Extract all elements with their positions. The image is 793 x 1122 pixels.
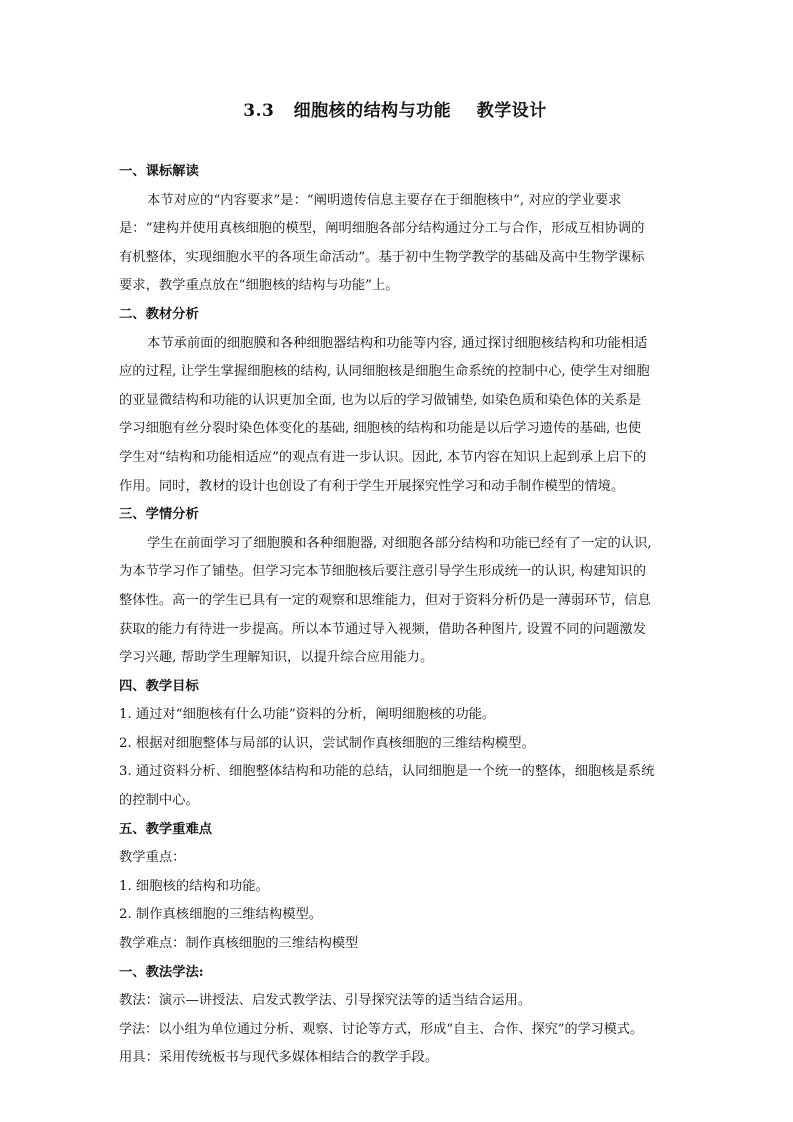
paragraph-line: 获取的能力有待进一步提高。所以本节通过导入视频，借助各种图片, 设置不同的问题激发	[119, 621, 647, 637]
paragraph-line: 学习细胞有丝分裂时染色体变化的基础, 细胞核的结构和功能是以后学习遗传的基础, 也使	[119, 421, 642, 437]
list-item: 2. 根据对细胞整体与局部的认识，尝试制作真核细胞的三维结构模型。	[119, 735, 535, 751]
document-body	[119, 158, 679, 1073]
paragraph-line: 有机整体，实现细胞水平的各项生命活动”。基于初中生物学教学的基础及高中生物学课标	[119, 249, 645, 265]
section-heading-key-points: 五、教学重难点	[119, 821, 213, 837]
section-heading-objectives: 四、教学目标	[119, 678, 199, 694]
paragraph-line: 为本节学习作了铺垫。但学习完本节细胞核后要注意引导学生形成统一的认识, 构建知识的	[119, 564, 647, 580]
paragraph-line: 用具：采用传统板书与现代多媒体相结合的教学手段。	[119, 1050, 439, 1066]
paragraph-line: 本节对应的“内容要求”是：“阐明遗传信息主要存在于细胞核中”, 对应的学业要求	[147, 192, 622, 208]
paragraph-line: 本节承前面的细胞膜和各种细胞器结构和功能等内容, 通过探讨细胞核结构和功能相适	[147, 335, 648, 351]
paragraph-line: 学法：以小组为单位通过分析、观察、讨论等方式，形成“自主、合作、探究”的学习模式。	[119, 1021, 644, 1037]
list-item: 1. 细胞核的结构和功能。	[119, 878, 269, 894]
paragraph-line: 作用。同时，教材的设计也创设了有利于学生开展探究性学习和动手制作模型的情境。	[119, 478, 625, 494]
paragraph-line: 教法：演示—讲授法、启发式教学法、引导探究法等的适当结合运用。	[119, 993, 532, 1009]
paragraph-line: 的亚显微结构和功能的认识更加全面, 也为以后的学习做铺垫, 如染色质和染色体的关系是	[119, 392, 642, 408]
paragraph-line: 整体性。高一的学生已具有一定的观察和思维能力，但对于资料分析仍是一薄弱环节，信息	[119, 592, 651, 608]
list-item: 1. 通过对“细胞核有什么功能”资料的分析，阐明细胞核的功能。	[119, 707, 496, 723]
paragraph-line: 学习兴趣, 帮助学生理解知识，以提升综合应用能力。	[119, 650, 434, 666]
list-item-continuation: 的控制中心。	[119, 793, 199, 809]
paragraph-line: 教学难点：制作真核细胞的三维结构模型	[119, 936, 359, 952]
paragraph-line: 是：“建构并使用真核细胞的模型，阐明细胞各部分结构通过分工与合作，形成互相协调的	[119, 221, 645, 237]
list-item: 2. 制作真核细胞的三维结构模型。	[119, 907, 323, 923]
list-item: 3. 通过资料分析、细胞整体结构和功能的总结，认同细胞是一个统一的整体，细胞核是系统	[119, 764, 655, 780]
section-heading-students: 三、学情分析	[119, 507, 199, 523]
section-heading-methods: 一、教法学法:	[119, 964, 204, 980]
paragraph-line: 教学重点：	[119, 850, 186, 866]
section-heading-curriculum: 一、课标解读	[119, 164, 199, 179]
page-title: 3.3 细胞核的结构与功能 教学设计	[243, 101, 547, 121]
paragraph-line: 应的过程, 让学生掌握细胞核的结构, 认同细胞核是细胞生命系统的控制中心, 使学生对细胞	[119, 364, 650, 380]
paragraph-line: 要求，教学重点放在“细胞核的结构与功能”上。	[119, 278, 399, 294]
paragraph-line: 学生在前面学习了细胞膜和各种细胞器, 对细胞各部分结构和功能已经有了一定的认识,	[147, 535, 652, 551]
section-heading-textbook: 二、教材分析	[119, 306, 199, 322]
paragraph-line: 学生对“结构和功能相适应”的观点有进一步认识。因此, 本节内容在知识上起到承上启下的	[119, 449, 647, 465]
